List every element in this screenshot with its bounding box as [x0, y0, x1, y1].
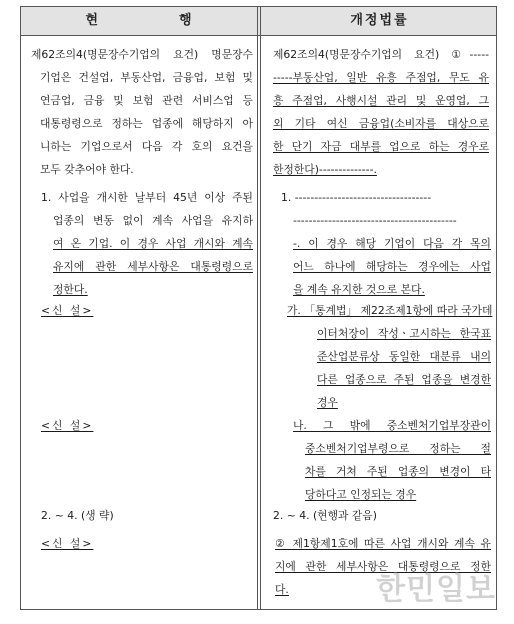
revised-item-1: 1. ----------------------------------- ------------------------------------------ -. 이 경우 해당 기업이 다음 각 목의 어느 하나에 해당하는 경우에는 사업 을 계속 유지한 것으로 본다.: [281, 191, 491, 296]
current-item-1: 1. 사업을 개시한 날부터 45년 이상 주된 업종의 변동 없이 계속 사업을 유지하 여 온 기업. 이 경우 사업 개시와 계속 유지에 관한 세부사항은 대통령령으로 정한다.: [41, 191, 253, 296]
current-new-1: <신 설>: [41, 304, 94, 317]
revised-intro: 제62조의4(명문장수기업의 요건) ①----- -----부동산업, 일반 유흥 주점업, 무도 유 흥 주점업, 사행시설 관리 및 운영업, 그 외 기타 여신 금융업(소비자를 대상으로 한 단기 자금 대부를 업으로 하는 경우로 한정한다)--------------.: [273, 48, 489, 176]
publisher-watermark: 한민일보: [376, 572, 496, 607]
revised-item-ga: 가. 「통계법」 제22조제1항에 따라 국가데 이터처장이 작성ㆍ고시하는 한국표 준산업분류상 동일한 대분류 내의 다른 업종으로 주된 업종을 변경한 경우: [287, 304, 493, 409]
current-law-column: [21, 36, 257, 609]
current-new-2: <신 설>: [41, 419, 94, 432]
header-revised: 개정법률: [350, 13, 409, 28]
revised-paragraph-2: ② 제1항제1호에 따른 사업 개시와 계속 유 지에 관한 세부사항은 대통령령으로 정한 다.: [275, 537, 491, 596]
revised-item-na: 나. 그 밖에 중소벤처기업부장관이 중소벤처기업부령으로 정하는 절 차를 거쳐 주된 업종의 변경이 타 당하다고 인정되는 경우: [293, 419, 491, 501]
current-new-3: <신 설>: [41, 537, 94, 550]
current-items-2-4: 2. ~ 4. (생 략): [41, 509, 114, 522]
comparison-table: [20, 6, 497, 610]
revised-law-column: [261, 36, 498, 609]
header-current: 현 행: [85, 13, 195, 28]
current-intro: 제62조의4(명문장수기업의 요건) 명문장수 기업은 건설업, 부동산업, 금융업, 보험 및 연금업, 금융 및 보험 관련 서비스업 등 대통령령으로 정하는 업종에 해당하지 아 니하는 기업으로서 다음 각 호의 요건을 모두 갖추어야 한다.: [31, 48, 253, 176]
revised-items-2-4: 2. ~ 4. (현행과 같음): [273, 509, 377, 522]
